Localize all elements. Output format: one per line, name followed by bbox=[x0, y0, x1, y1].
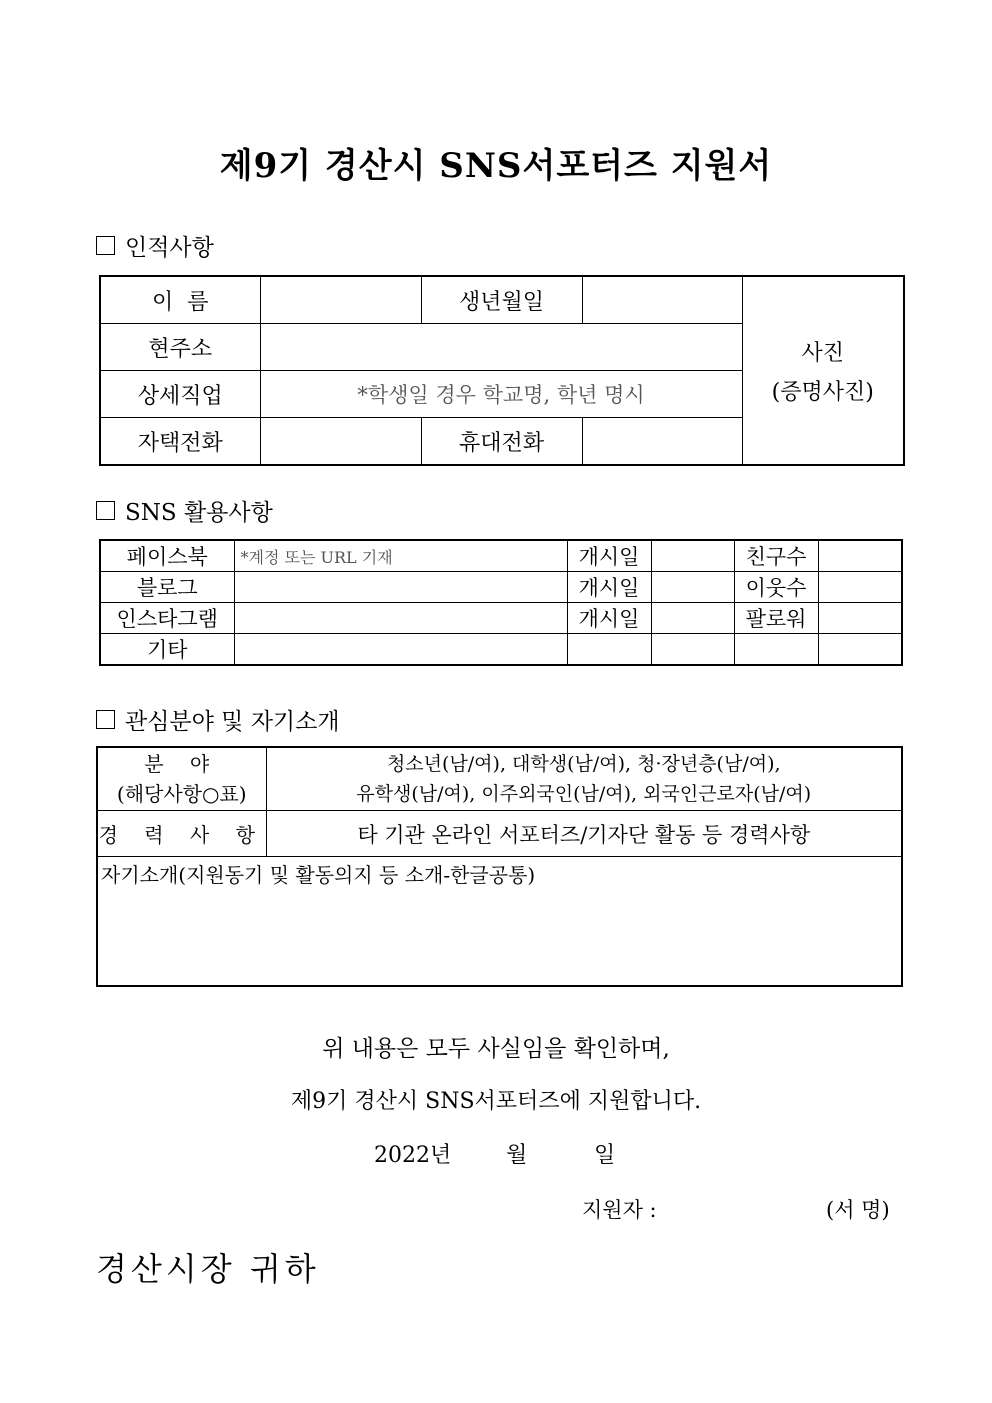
checkbox-square-icon bbox=[96, 236, 115, 255]
addressee: 경산시장 귀하 bbox=[96, 1250, 320, 1288]
photo-sub-label: (증명사진) bbox=[771, 379, 874, 405]
sns-platform: 인스타그램 bbox=[100, 603, 234, 634]
date-day: 일 bbox=[594, 1143, 616, 1168]
name-label: 이 름 bbox=[100, 276, 260, 324]
address-field[interactable] bbox=[260, 324, 742, 371]
signature-label: (서 명) bbox=[826, 1198, 890, 1222]
birth-field[interactable] bbox=[582, 276, 742, 324]
declaration-line-2: 제9기 경산시 SNS서포터즈에 지원합니다. bbox=[290, 1089, 702, 1114]
sns-count-field[interactable] bbox=[818, 603, 902, 634]
sns-account-field[interactable] bbox=[234, 634, 567, 666]
table-row bbox=[100, 540, 902, 572]
personal-info-table bbox=[99, 275, 905, 466]
sns-start-field[interactable] bbox=[651, 540, 734, 572]
job-label: 상세직업 bbox=[100, 371, 260, 418]
home-phone-label: 자택전화 bbox=[100, 418, 260, 466]
mobile-field[interactable] bbox=[582, 418, 742, 466]
address-label: 현주소 bbox=[100, 324, 260, 371]
table-row bbox=[100, 572, 902, 603]
mobile-label: 휴대전화 bbox=[421, 418, 582, 466]
sns-start-field[interactable] bbox=[651, 634, 734, 666]
field-label-cell bbox=[97, 747, 266, 811]
sns-count-field[interactable] bbox=[818, 572, 902, 603]
photo-label: 사진 bbox=[801, 340, 844, 366]
sns-start-label: 개시일 bbox=[567, 572, 651, 603]
checkbox-square-icon bbox=[96, 710, 115, 729]
section-personal-heading bbox=[96, 229, 214, 262]
birth-label: 생년월일 bbox=[421, 276, 582, 324]
checkbox-square-icon bbox=[96, 501, 115, 520]
field-label: 분 야 bbox=[144, 752, 220, 776]
sns-start-label: 개시일 bbox=[567, 540, 651, 572]
sns-count-field[interactable] bbox=[818, 540, 902, 572]
sns-start-label: 개시일 bbox=[567, 603, 651, 634]
sns-account-field[interactable] bbox=[234, 572, 567, 603]
sns-count-label bbox=[734, 634, 818, 666]
field-options-line-1: 청소년(남/여), 대학생(남/여), 청·장년층(남/여), bbox=[386, 753, 781, 775]
self-intro-label: 자기소개(지원동기 및 활동의지 등 소개-한글공통) bbox=[101, 863, 536, 887]
career-field[interactable]: 타 기관 온라인 서포터즈/기자단 활동 등 경력사항 bbox=[266, 811, 902, 857]
sns-start-field[interactable] bbox=[651, 603, 734, 634]
sns-platform: 블로그 bbox=[100, 572, 234, 603]
sns-account-field[interactable] bbox=[234, 603, 567, 634]
interest-table bbox=[96, 746, 903, 987]
career-label: 경 력 사 항 bbox=[97, 811, 266, 857]
sns-count-label: 이웃수 bbox=[734, 572, 818, 603]
field-label-note: (해당사항○표) bbox=[116, 782, 247, 806]
self-intro-field[interactable] bbox=[97, 857, 902, 987]
section-interest-label: 관심분야 및 자기소개 bbox=[125, 709, 340, 735]
section-interest-heading bbox=[96, 703, 340, 736]
form-title: 제9기 경산시 SNS서포터즈 지원서 bbox=[219, 146, 773, 186]
job-field[interactable]: *학생일 경우 학교명, 학년 명시 bbox=[260, 371, 742, 418]
sns-table bbox=[99, 539, 903, 666]
date-month: 월 bbox=[506, 1143, 528, 1168]
table-row bbox=[100, 603, 902, 634]
sns-count-field[interactable] bbox=[818, 634, 902, 666]
declaration-line-1: 위 내용은 모두 사실임을 확인하며, bbox=[322, 1036, 670, 1062]
sns-platform: 기타 bbox=[100, 634, 234, 666]
section-personal-label: 인적사항 bbox=[125, 235, 214, 261]
applicant-label: 지원자 : bbox=[582, 1198, 657, 1222]
section-sns-label: SNS 활용사항 bbox=[125, 500, 273, 526]
sns-account-field[interactable]: *계정 또는 URL 기재 bbox=[234, 540, 567, 572]
sns-start-field[interactable] bbox=[651, 572, 734, 603]
field-options-line-2: 유학생(남/여), 이주외국인(남/여), 외국인근로자(남/여) bbox=[356, 783, 812, 805]
date-year: 2022년 bbox=[374, 1143, 452, 1168]
sns-count-label: 팔로워 bbox=[734, 603, 818, 634]
home-phone-field[interactable] bbox=[260, 418, 421, 466]
sns-platform: 페이스북 bbox=[100, 540, 234, 572]
name-field[interactable] bbox=[260, 276, 421, 324]
sns-count-label: 친구수 bbox=[734, 540, 818, 572]
photo-area[interactable] bbox=[742, 276, 904, 465]
section-sns-heading bbox=[96, 494, 273, 527]
field-options-cell[interactable] bbox=[266, 747, 902, 811]
table-row bbox=[100, 634, 902, 666]
sns-start-label bbox=[567, 634, 651, 666]
